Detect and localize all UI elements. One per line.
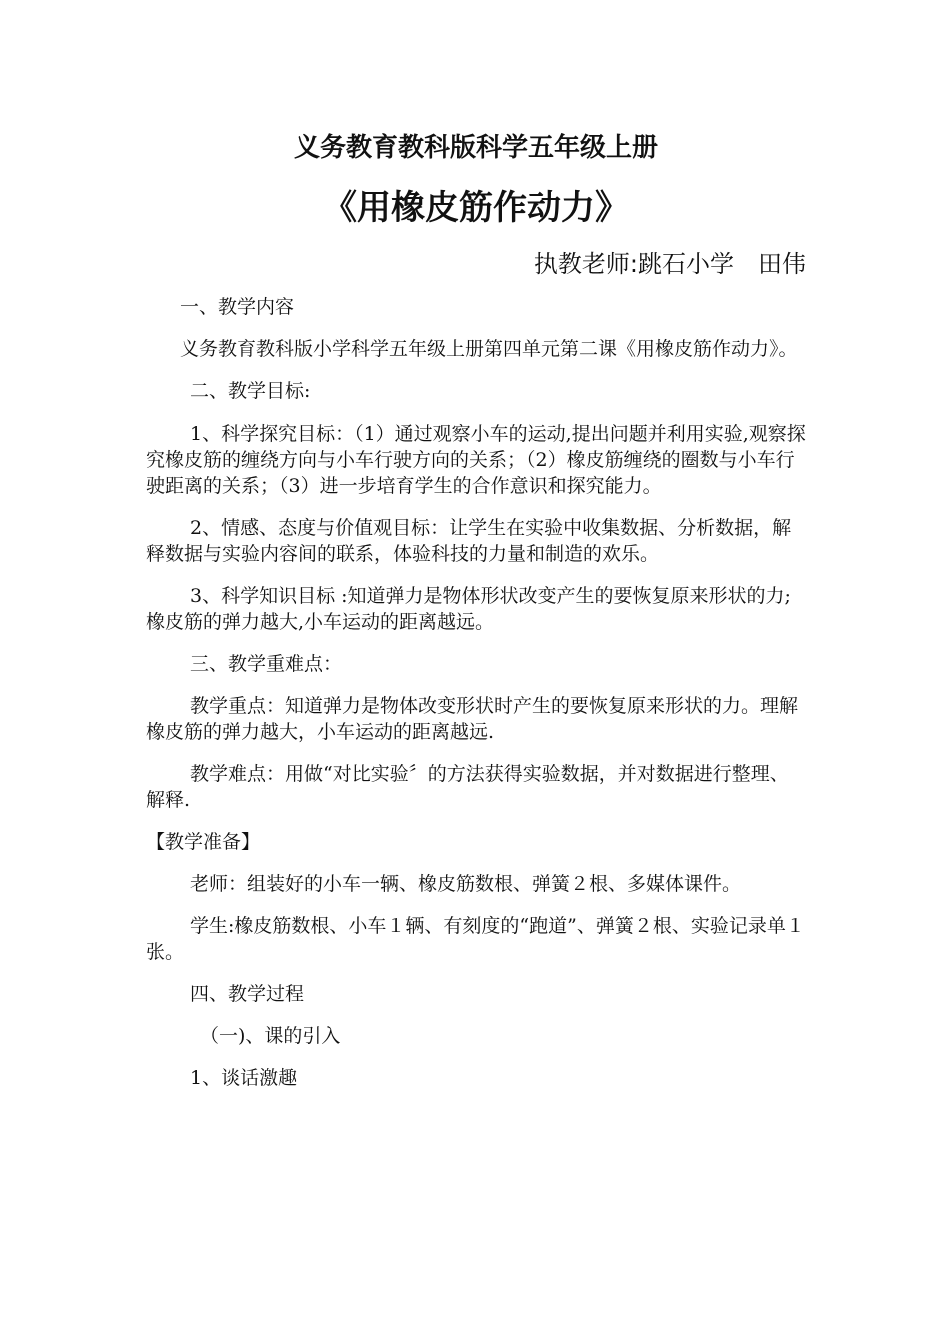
paragraph-difficult-point: 教学难点：用做“对比实验〞的方法获得实验数据，并对数据进行整理、解释. (146, 763, 789, 811)
paragraph-teacher-materials: 老师：组装好的小车一辆、橡皮筋数根、弹簧２根、多媒体课件。 (190, 873, 742, 895)
document-page (146, 128, 806, 1091)
paragraph-objective-1: 1、科学探究目标：（1）通过观察小车的运动,提出问题并利用实验,观察探究橡皮筋的缠绕方向与小车行驶方向的关系；（2）橡皮筋缠绕的圈数与小车行驶距离的关系；（3）进一步培育学生的合作意识和探究能力。 (146, 423, 806, 497)
paragraph-objective-2: 2、情感、态度与价值观目标：让学生在实验中收集数据、分析数据，解释数据与实验内容间的联系，体验科技的力量和制造的欢乐。 (146, 517, 792, 565)
section-heading-keypoints: 三、教学重难点： (190, 653, 343, 675)
step-heading-talk: 1、谈话激趣 (190, 1067, 298, 1089)
subsection-heading-intro: （一)、课的引入 (200, 1025, 341, 1047)
paragraph-content: 义务教育教科版小学科学五年级上册第四单元第二课《用橡皮筋作动力》。 (180, 338, 798, 360)
document-title: 义务教育教科版科学五年级上册 (293, 133, 658, 163)
teacher-line: 执教老师:跳石小学 田伟 (533, 250, 806, 278)
lesson-title: 《用橡皮筋作动力》 (323, 188, 629, 228)
section-heading-content: 一、教学内容 (180, 296, 295, 318)
section-heading-preparation: 【教学准备】 (146, 831, 261, 853)
paragraph-objective-3: 3、科学知识目标 :知道弹力是物体形状改变产生的要恢复原来形状的力;橡皮筋的弹力越大,小车运动的距离越远。 (146, 585, 791, 633)
paragraph-student-materials: 学生:橡皮筋数根、小车１辆、有刻度的“跑道”、弹簧２根、实验记录单１张。 (146, 915, 805, 963)
section-heading-process: 四、教学过程 (190, 983, 305, 1005)
section-heading-objectives: 二、教学目标: (190, 380, 311, 402)
paragraph-key-point: 教学重点：知道弹力是物体改变形状时产生的要恢复原来形状的力。理解橡皮筋的弹力越大，小车运动的距离越远. (146, 695, 799, 743)
